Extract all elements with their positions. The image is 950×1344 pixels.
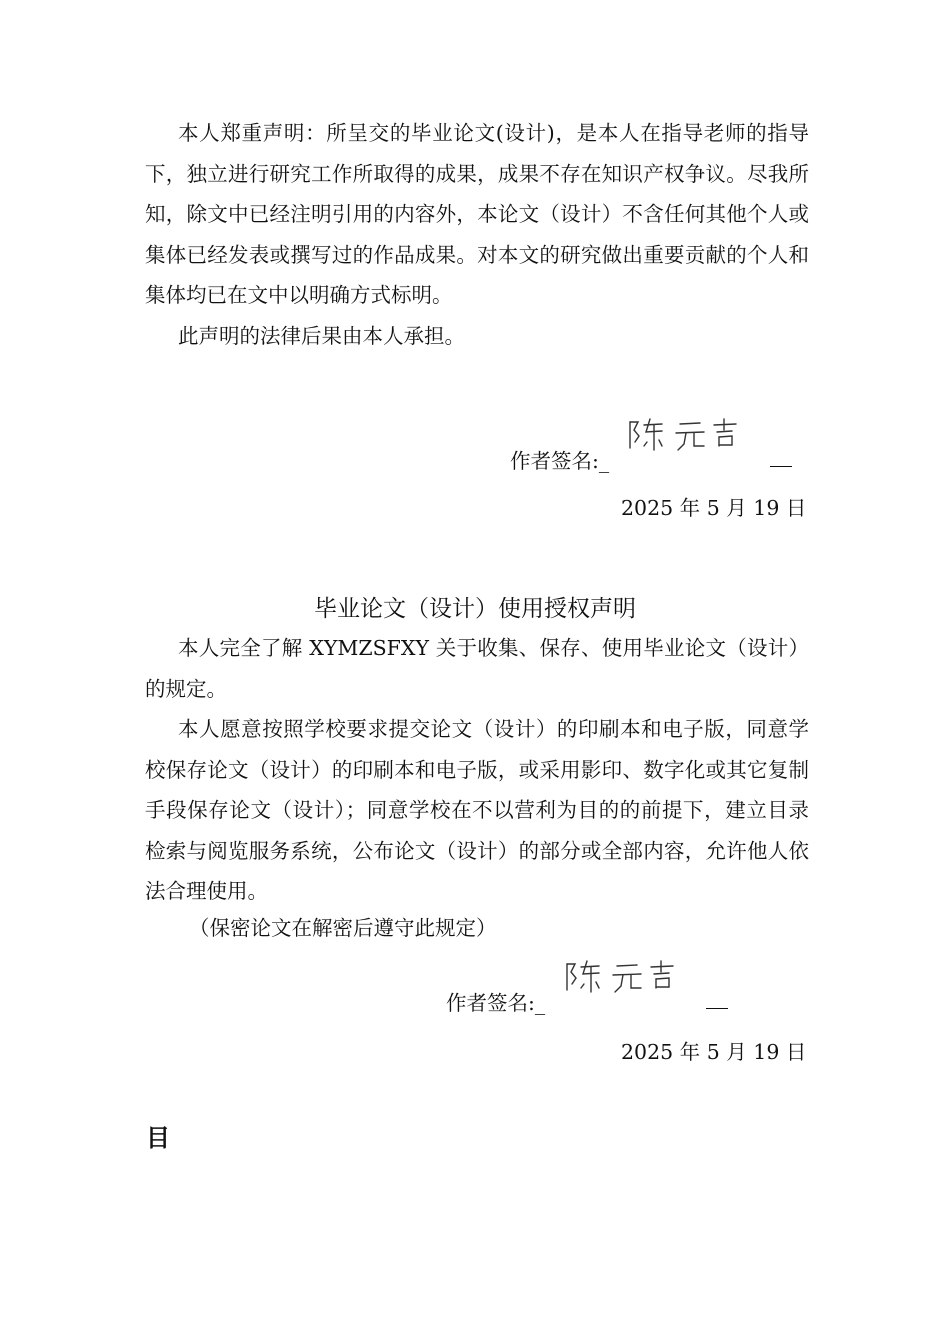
authorization-paragraph-2: 本人愿意按照学校要求提交论文（设计）的印刷本和电子版，同意学校保存论文（设计）的印刷本和电子版，或采用影印、数字化或其它复制手段保存论文（设计）；同意学校在不以营利为目的的前提下，建立目录检索与阅览服务系统，公布论文（设计）的部分或全部内容，允许他人依法合理使用。 [145,717,809,903]
declaration-handwritten-signature [626,416,760,456]
authorization-note: （保密论文在解密后遵守此规定） [189,916,497,940]
authorization-date: 2025 年 5 月 19 日 [621,1040,807,1064]
authorization-title: 毕业论文（设计）使用授权声明 [314,596,636,622]
declaration-date: 2025 年 5 月 19 日 [621,496,807,520]
signature-underline [770,444,792,472]
declaration-paragraph-2: 此声明的法律后果由本人承担。 [178,324,465,348]
declaration-signature-line [510,444,609,474]
authorization-paragraph-1: 本人完全了解 XYMZSFXY 关于收集、保存、使用毕业论文（设计）的规定。 [145,636,809,701]
authorization-signature-line [446,986,545,1016]
toc-heading: 目 [146,1124,170,1152]
declaration-paragraph-1: 本人郑重声明：所呈交的毕业论文(设计)，是本人在指导老师的指导下，独立进行研究工作所取得的成果，成果不存在知识产权争议。尽我所知，除文中已经注明引用的内容外，本论文（设计）不含任何其他个人或集体已经发表或撰写过的作品成果。对本文的研究做出重要贡献的个人和集体均已在文中以明确方式标明。 [145,121,809,307]
authorization-handwritten-signature [563,958,697,998]
signature-underline [706,986,728,1014]
signature-label: 作者签名:_ [446,991,546,1015]
signature-label: 作者签名:_ [510,449,610,473]
